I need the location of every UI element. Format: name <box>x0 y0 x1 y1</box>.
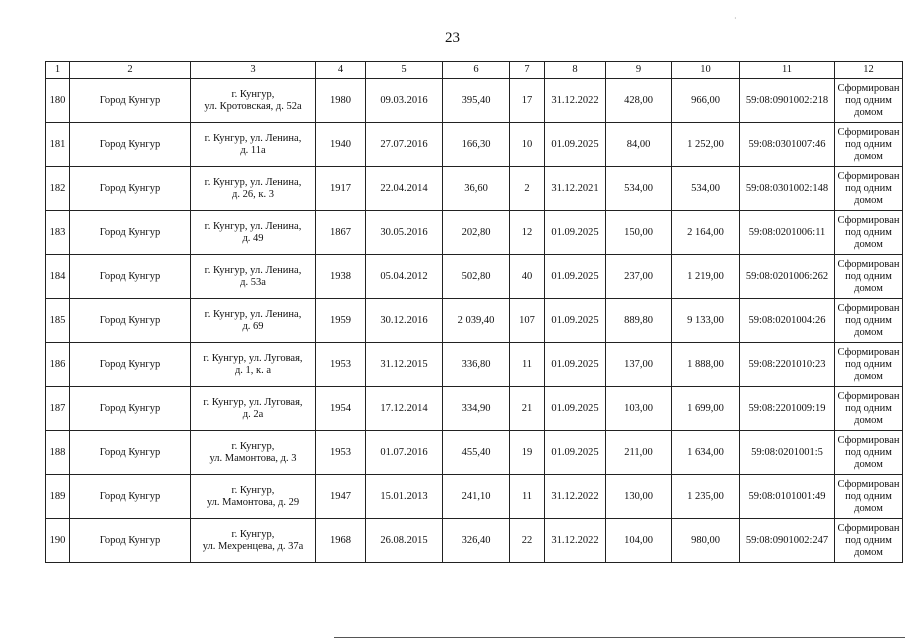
status-cell: Сформирован под одним домом <box>835 431 903 475</box>
cadastral-number-cell: 59:08:0201004:26 <box>740 299 835 343</box>
amount-cell: 1 699,00 <box>672 387 740 431</box>
cost-cell: 137,00 <box>606 343 672 387</box>
deadline-cell: 01.09.2025 <box>545 343 606 387</box>
deadline-cell: 01.09.2025 <box>545 299 606 343</box>
status-cell: Сформирован под одним домом <box>835 211 903 255</box>
cadastral-number-cell: 59:08:0901002:247 <box>740 519 835 563</box>
column-number-row <box>46 62 903 79</box>
table-row <box>46 211 903 255</box>
amount-cell: 1 219,00 <box>672 255 740 299</box>
status-cell: Сформирован под одним домом <box>835 123 903 167</box>
column-header: 1 <box>46 62 70 79</box>
area-cell: 336,80 <box>443 343 510 387</box>
residents-cell: 21 <box>510 387 545 431</box>
cadastral-number-cell: 59:08:2201010:23 <box>740 343 835 387</box>
table-row <box>46 79 903 123</box>
area-cell: 202,80 <box>443 211 510 255</box>
year-built-cell: 1917 <box>316 167 366 211</box>
address-cell: г. Кунгур, ул. Ленина, д. 53а <box>191 255 316 299</box>
amount-cell: 1 888,00 <box>672 343 740 387</box>
deadline-cell: 31.12.2022 <box>545 475 606 519</box>
table-row <box>46 343 903 387</box>
row-number: 187 <box>46 387 70 431</box>
row-number: 184 <box>46 255 70 299</box>
year-built-cell: 1980 <box>316 79 366 123</box>
column-header: 12 <box>835 62 903 79</box>
row-number: 181 <box>46 123 70 167</box>
date-cell: 09.03.2016 <box>366 79 443 123</box>
column-header: 9 <box>606 62 672 79</box>
address-cell: г. Кунгур, ул. Ленина, д. 11а <box>191 123 316 167</box>
date-cell: 01.07.2016 <box>366 431 443 475</box>
amount-cell: 1 634,00 <box>672 431 740 475</box>
year-built-cell: 1947 <box>316 475 366 519</box>
settlement-cell: Город Кунгур <box>70 387 191 431</box>
status-cell: Сформирован под одним домом <box>835 387 903 431</box>
table-row <box>46 299 903 343</box>
column-header: 11 <box>740 62 835 79</box>
bottom-rule <box>334 637 905 638</box>
row-number: 186 <box>46 343 70 387</box>
year-built-cell: 1867 <box>316 211 366 255</box>
date-cell: 22.04.2014 <box>366 167 443 211</box>
row-number: 183 <box>46 211 70 255</box>
row-number: 190 <box>46 519 70 563</box>
year-built-cell: 1959 <box>316 299 366 343</box>
deadline-cell: 01.09.2025 <box>545 123 606 167</box>
column-header: 7 <box>510 62 545 79</box>
date-cell: 15.01.2013 <box>366 475 443 519</box>
table-row <box>46 431 903 475</box>
status-cell: Сформирован под одним домом <box>835 299 903 343</box>
table-row <box>46 167 903 211</box>
address-cell: г. Кунгур, ул. Мамонтова, д. 3 <box>191 431 316 475</box>
table-row <box>46 255 903 299</box>
settlement-cell: Город Кунгур <box>70 343 191 387</box>
row-number: 189 <box>46 475 70 519</box>
deadline-cell: 01.09.2025 <box>545 431 606 475</box>
cost-cell: 889,80 <box>606 299 672 343</box>
address-cell: г. Кунгур, ул. Луговая, д. 1, к. а <box>191 343 316 387</box>
date-cell: 30.12.2016 <box>366 299 443 343</box>
residents-cell: 40 <box>510 255 545 299</box>
cost-cell: 428,00 <box>606 79 672 123</box>
settlement-cell: Город Кунгур <box>70 211 191 255</box>
residents-cell: 17 <box>510 79 545 123</box>
amount-cell: 1 252,00 <box>672 123 740 167</box>
date-cell: 17.12.2014 <box>366 387 443 431</box>
deadline-cell: 31.12.2022 <box>545 79 606 123</box>
area-cell: 334,90 <box>443 387 510 431</box>
address-cell: г. Кунгур, ул. Ленина, д. 49 <box>191 211 316 255</box>
year-built-cell: 1953 <box>316 343 366 387</box>
amount-cell: 534,00 <box>672 167 740 211</box>
page-number: 23 <box>445 30 460 46</box>
row-number: 188 <box>46 431 70 475</box>
cost-cell: 211,00 <box>606 431 672 475</box>
cadastral-number-cell: 59:08:0201001:5 <box>740 431 835 475</box>
column-header: 10 <box>672 62 740 79</box>
status-cell: Сформирован под одним домом <box>835 79 903 123</box>
residents-cell: 12 <box>510 211 545 255</box>
column-header: 5 <box>366 62 443 79</box>
row-number: 182 <box>46 167 70 211</box>
residents-cell: 2 <box>510 167 545 211</box>
amount-cell: 9 133,00 <box>672 299 740 343</box>
column-header: 2 <box>70 62 191 79</box>
residents-cell: 19 <box>510 431 545 475</box>
cost-cell: 534,00 <box>606 167 672 211</box>
address-cell: г. Кунгур, ул. Ленина, д. 69 <box>191 299 316 343</box>
table-body <box>46 79 903 563</box>
column-header: 3 <box>191 62 316 79</box>
status-cell: Сформирован под одним домом <box>835 167 903 211</box>
row-number: 180 <box>46 79 70 123</box>
area-cell: 395,40 <box>443 79 510 123</box>
address-cell: г. Кунгур, ул. Мамонтова, д. 29 <box>191 475 316 519</box>
address-cell: г. Кунгур, ул. Ленина, д. 26, к. 3 <box>191 167 316 211</box>
area-cell: 166,30 <box>443 123 510 167</box>
area-cell: 2 039,40 <box>443 299 510 343</box>
settlement-cell: Город Кунгур <box>70 167 191 211</box>
date-cell: 31.12.2015 <box>366 343 443 387</box>
amount-cell: 980,00 <box>672 519 740 563</box>
cadastral-number-cell: 59:08:0101001:49 <box>740 475 835 519</box>
address-cell: г. Кунгур, ул. Мехренцева, д. 37а <box>191 519 316 563</box>
area-cell: 326,40 <box>443 519 510 563</box>
address-cell: г. Кунгур, ул. Кротовская, д. 52а <box>191 79 316 123</box>
column-header: 8 <box>545 62 606 79</box>
residents-cell: 10 <box>510 123 545 167</box>
table-row <box>46 123 903 167</box>
cost-cell: 237,00 <box>606 255 672 299</box>
cadastral-number-cell: 59:08:0201006:262 <box>740 255 835 299</box>
column-header: 4 <box>316 62 366 79</box>
settlement-cell: Город Кунгур <box>70 475 191 519</box>
area-cell: 455,40 <box>443 431 510 475</box>
cadastral-number-cell: 59:08:0901002:218 <box>740 79 835 123</box>
deadline-cell: 01.09.2025 <box>545 211 606 255</box>
deadline-cell: 01.09.2025 <box>545 255 606 299</box>
cost-cell: 130,00 <box>606 475 672 519</box>
column-header: 6 <box>443 62 510 79</box>
date-cell: 27.07.2016 <box>366 123 443 167</box>
table-row <box>46 475 903 519</box>
settlement-cell: Город Кунгур <box>70 123 191 167</box>
residents-cell: 11 <box>510 343 545 387</box>
amount-cell: 1 235,00 <box>672 475 740 519</box>
cadastral-number-cell: 59:08:0201006:11 <box>740 211 835 255</box>
status-cell: Сформирован под одним домом <box>835 475 903 519</box>
status-cell: Сформирован под одним домом <box>835 343 903 387</box>
cadastral-number-cell: 59:08:0301007:46 <box>740 123 835 167</box>
housing-registry-table <box>45 61 903 563</box>
scan-mark: · <box>734 14 737 23</box>
amount-cell: 2 164,00 <box>672 211 740 255</box>
date-cell: 30.05.2016 <box>366 211 443 255</box>
residents-cell: 22 <box>510 519 545 563</box>
year-built-cell: 1940 <box>316 123 366 167</box>
table-row <box>46 519 903 563</box>
residents-cell: 11 <box>510 475 545 519</box>
year-built-cell: 1968 <box>316 519 366 563</box>
residents-cell: 107 <box>510 299 545 343</box>
status-cell: Сформирован под одним домом <box>835 519 903 563</box>
row-number: 185 <box>46 299 70 343</box>
date-cell: 26.08.2015 <box>366 519 443 563</box>
cost-cell: 84,00 <box>606 123 672 167</box>
deadline-cell: 01.09.2025 <box>545 387 606 431</box>
settlement-cell: Город Кунгур <box>70 519 191 563</box>
area-cell: 502,80 <box>443 255 510 299</box>
cadastral-number-cell: 59:08:0301002:148 <box>740 167 835 211</box>
deadline-cell: 31.12.2022 <box>545 519 606 563</box>
cadastral-number-cell: 59:08:2201009:19 <box>740 387 835 431</box>
table-row <box>46 387 903 431</box>
cost-cell: 103,00 <box>606 387 672 431</box>
settlement-cell: Город Кунгур <box>70 299 191 343</box>
year-built-cell: 1954 <box>316 387 366 431</box>
date-cell: 05.04.2012 <box>366 255 443 299</box>
area-cell: 241,10 <box>443 475 510 519</box>
amount-cell: 966,00 <box>672 79 740 123</box>
cost-cell: 104,00 <box>606 519 672 563</box>
area-cell: 36,60 <box>443 167 510 211</box>
settlement-cell: Город Кунгур <box>70 79 191 123</box>
deadline-cell: 31.12.2021 <box>545 167 606 211</box>
year-built-cell: 1953 <box>316 431 366 475</box>
status-cell: Сформирован под одним домом <box>835 255 903 299</box>
year-built-cell: 1938 <box>316 255 366 299</box>
cost-cell: 150,00 <box>606 211 672 255</box>
settlement-cell: Город Кунгур <box>70 431 191 475</box>
address-cell: г. Кунгур, ул. Луговая, д. 2а <box>191 387 316 431</box>
settlement-cell: Город Кунгур <box>70 255 191 299</box>
